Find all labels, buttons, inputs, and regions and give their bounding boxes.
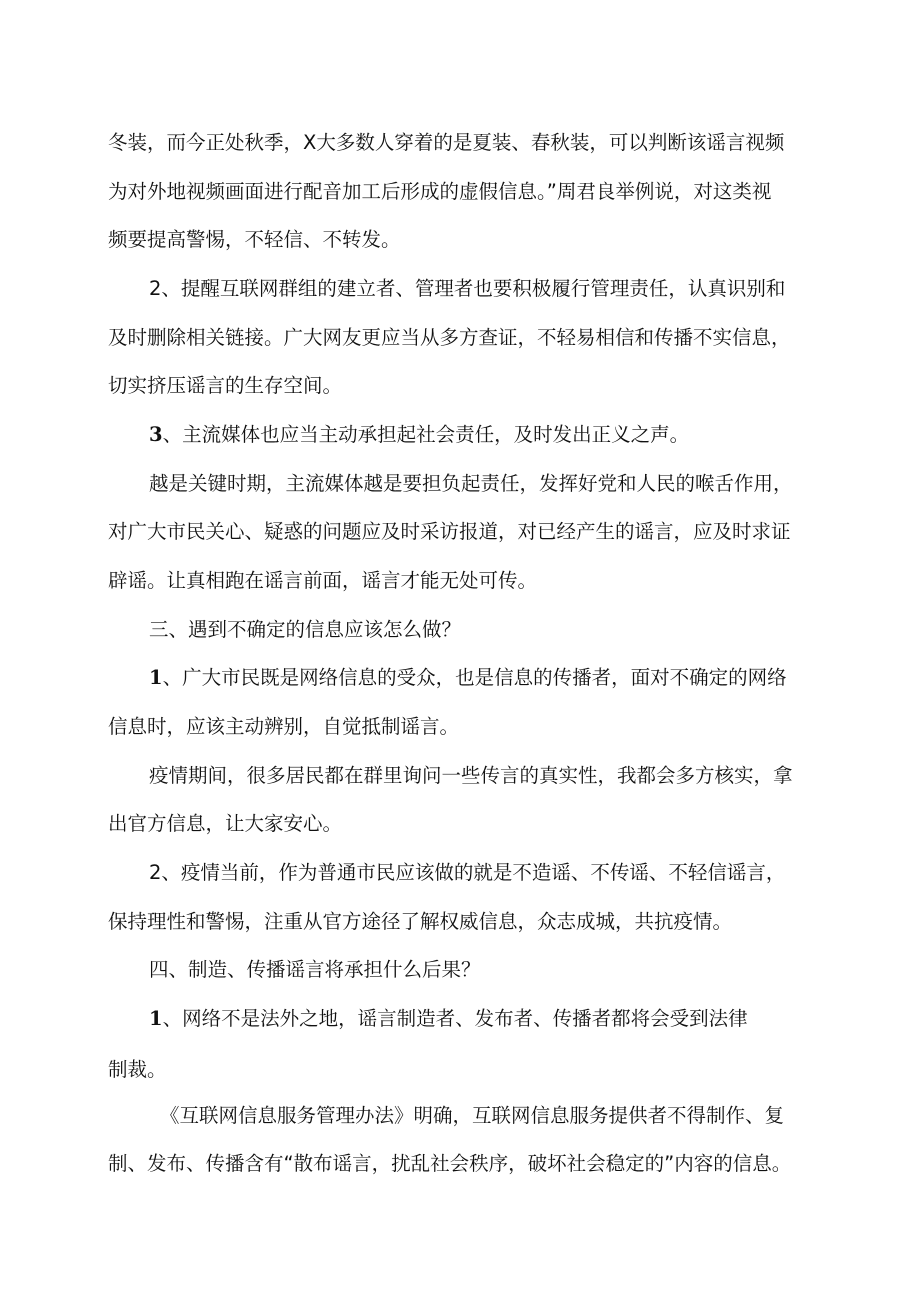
- paragraph-line: 制、发布、传播含有“散布谣言，扰乱社会秩序，破坏社会稳定的”内容的信息。: [108, 1152, 792, 1175]
- paragraph-line: 保持理性和警惕，注重从官方途径了解权威信息，众志成城，共抗疫情。: [108, 910, 733, 933]
- paragraph-line: 2、提醒互联网群组的建立者、管理者也要积极履行管理责任，认真识别和: [149, 277, 786, 300]
- paragraph-line: 频要提高警惕，不轻信、不转发。: [108, 228, 401, 251]
- section-heading: 三、遇到不确定的信息应该怎么做？: [149, 618, 462, 641]
- paragraph-line: 辟谣。让真相跑在谣言前面，谣言才能无处可传。: [108, 569, 538, 592]
- paragraph-line: 信息时，应该主动辨别，自觉抵制谣言。: [108, 715, 460, 738]
- list-item-text: 、主流媒体也应当主动承担起社会责任，及时发出正义之声。: [162, 423, 690, 446]
- list-item-text: 、广大市民既是网络信息的受众，也是信息的传播者，面对不确定的网络: [162, 666, 787, 689]
- paragraph-line: 2、疫情当前，作为普通市民应该做的就是不造谣、不传谣、不轻信谣言，: [149, 861, 786, 884]
- paragraph-line: 冬装，而今正处秋季，X大多数人穿着的是夏装、春秋装，可以判断该谣言视频: [108, 131, 785, 154]
- paragraph-line: 对广大市民关心、疑惑的问题应及时采访报道，对已经产生的谣言，应及时求证: [108, 520, 791, 543]
- list-item-text: 、网络不是法外之地，谣言制造者、发布者、传播者都将会受到法律: [162, 1007, 748, 1030]
- list-item-line: [149, 666, 787, 690]
- paragraph-line: 切实挤压谣言的生存空间。: [108, 374, 343, 397]
- paragraph-line: 及时删除相关链接。广大网友更应当从多方查证，不轻易相信和传播不实信息，: [108, 326, 791, 349]
- paragraph-line: 越是关键时期，主流媒体越是要担负起责任，发挥好党和人民的喉舌作用，: [149, 472, 793, 495]
- paragraph-line: 出官方信息，让大家安心。: [108, 812, 343, 835]
- section-heading: 四、制造、传播谣言将承担什么后果？: [149, 958, 481, 981]
- list-number: 1: [149, 666, 163, 689]
- list-number: 1: [149, 1007, 163, 1030]
- paragraph-line: 制裁。: [108, 1058, 167, 1081]
- paragraph-line: 为对外地视频画面进行配音加工后形成的虚假信息。”周君良举例说，对这类视: [108, 180, 772, 203]
- list-item-line: [149, 423, 689, 447]
- list-item-line: [149, 1007, 748, 1031]
- paragraph-line: 《互联网信息服务管理办法》明确，互联网信息服务提供者不得制作、复: [160, 1104, 785, 1127]
- list-number: 3: [149, 423, 163, 446]
- paragraph-line: 疫情期间，很多居民都在群里询问一些传言的真实性，我都会多方核实，拿: [149, 764, 793, 787]
